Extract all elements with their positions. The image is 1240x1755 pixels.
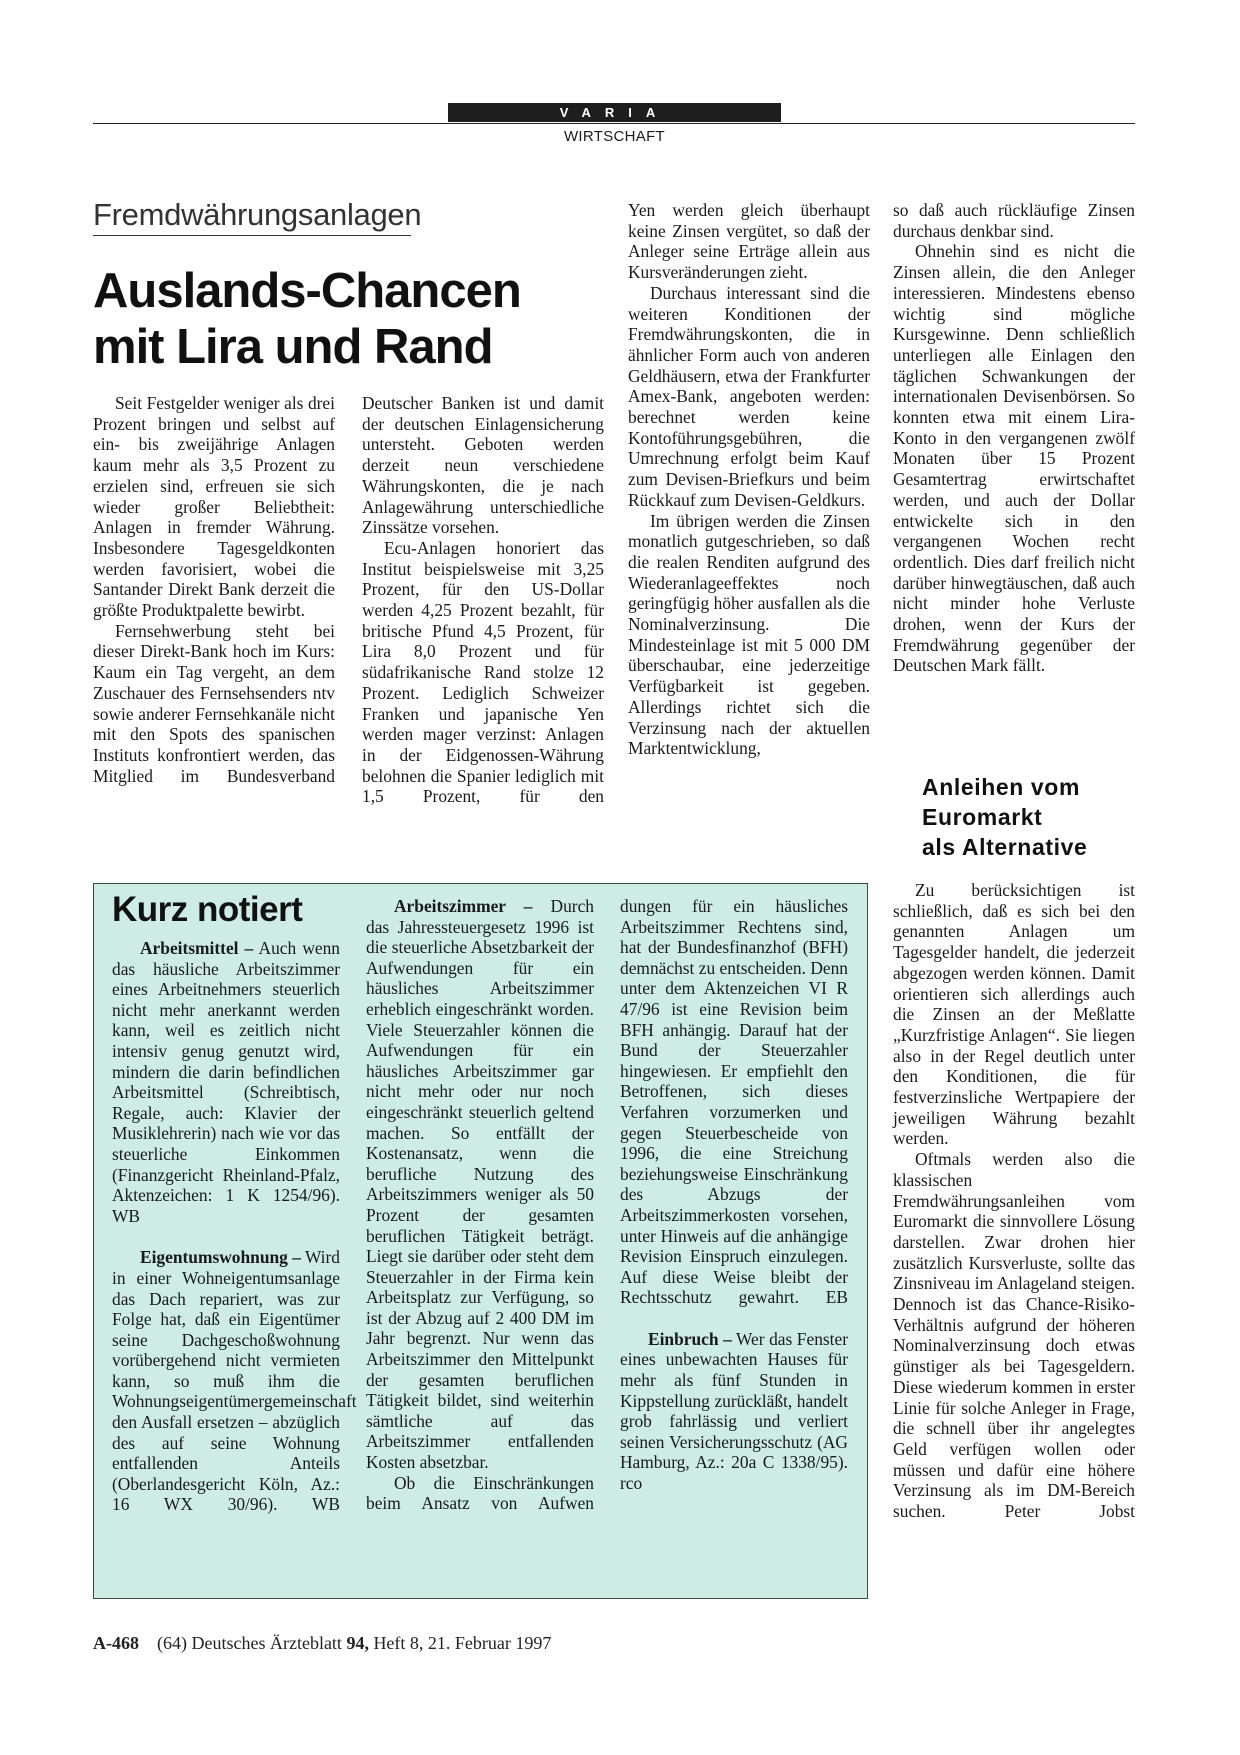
article-kicker: Fremdwährungsanlagen: [93, 198, 411, 236]
headline-line-1: Auslands-Chancen: [93, 264, 521, 318]
paragraph: so daß auch rückläufige Zinsen durchaus denkbar sind.: [893, 200, 1135, 241]
paragraph: Fernsehwerbung steht bei dieser Direkt-Bank hoch im Kurs: Kaum ein Tag vergeht, an dem Zuschauer des Fernsehsenders ntv sowie anderer Fernsehkanäle nicht mit den Spots des spanischen Instituts konfrontiert werden, das Mitglied im Bundesverband: [93, 620, 335, 786]
paragraph: Ohnehin sind es nicht die Zinsen allein, die den Anleger interessieren. Mindestens ebenso wichtig sind mögliche Kursgewinne. Denn schließlich unterliegen alle Einlagen den täglichen Schwankungen der internationalen Devisenbörsen. So konnten etwa mit einem Lira-Konto in den vergangenen zwölf Monaten über 15 Prozent Gesamtertrag erwirtschaftet werden, und auch der Dollar entwickelte sich in den vergangenen Wochen recht ordentlich. Dies darf freilich nicht darüber hinwegtäuschen, daß auch nicht minder hohe Verluste drohen, wenn der Kurs der Fremdwährung gegenüber der Deutschen Mark fällt.: [893, 241, 1135, 676]
box-column-1: [112, 938, 357, 1515]
article-subheading: [922, 772, 1142, 862]
paragraph: Im übrigen werden die Zinsen monatlich gutgeschrieben, so daß die realen Renditen aufgrund des Wiederanlageeffektes noch geringfügig höher ausfallen als die Nominalverzinsung. Die Mindesteinlage ist mit 5 000 DM überschaubar, eine jederzeitige Verfügbarkeit ist gegeben. Allerdings richtet sich die Verzinsung nach der aktuellen Marktentwicklung,: [628, 510, 870, 759]
news-item-text: Wird in einer Wohneigentumsanlage das Dach repariert, was zur Folge hat, daß ein Eigentümer seine Dachgeschoßwohnung vorübergehend nicht vermieten kann, so muß ihm die Wohnungseigentümergemeinschaft den Ausfall ersetzen – abzüglich des auf seine Wohnung entfallenden Anteils (Oberlandesgericht Köln, Az.: 16 WX 30/96).: [112, 1247, 357, 1515]
news-item-continued: [620, 896, 848, 1308]
box-title: Kurz notiert: [112, 890, 303, 929]
article-column-4-bottom: [893, 880, 1135, 1522]
news-item-signature: EB: [825, 1287, 848, 1308]
box-column-3: [620, 896, 848, 1494]
news-item: [112, 1247, 357, 1515]
paragraph: Seit Festgelder weniger als drei Prozent bringen und selbst auf ein- bis zweijährige Anlagen kaum mehr als 3,5 Prozent zu erzielen sind, erfreuen sie sich wieder großer Beliebtheit: Anlagen in fremder Währung. Insbesondere Tagesgeldkonten werden favorisiert, wobei die Santander Direkt Bank derzeit die größte Produktpalette bewirbt.: [93, 393, 335, 621]
paragraph: Yen werden gleich überhaupt keine Zinsen vergütet, so daß der Anleger seine Erträge allein aus Kursveränderungen zieht.: [628, 200, 870, 283]
news-item: [366, 896, 594, 1473]
subheading-line: als Alternative: [922, 834, 1088, 860]
paragraph: Durchaus interessant sind die weiteren Konditionen der Fremdwährungskonten, die in ähnlicher Form auch von anderen Geldhäusern, etwa der Frankfurter Amex-Bank, angeboten werden: berechnet werden keine Kontoführungsgebühren, die Umrechnung erfolgt beim Kauf zum Devisen-Briefkurs und beim Rückkauf zum Devisen-Geldkurs.: [628, 282, 870, 510]
news-item-head: Arbeitszimmer –: [394, 896, 533, 916]
article-column-1: [93, 393, 335, 786]
news-item: [620, 1329, 848, 1494]
article-headline: [93, 263, 521, 375]
volume-number: 94,: [346, 1633, 369, 1653]
news-item-signature: WB: [112, 1205, 141, 1226]
article-author: Peter Jobst: [1004, 1501, 1135, 1522]
article-column-3: [628, 200, 870, 759]
news-item-text: Wer das Fenster eines unbewachten Hauses für mehr als fünf Stunden in Kippstellung zurückläßt, handelt grob fahrlässig und verliert seinen Versicherungsschutz (AG Hamburg, Az.: 20a C 1338/95).: [620, 1328, 848, 1473]
news-item-head: Eigentumswohnung –: [140, 1247, 301, 1268]
paragraph-text: Oftmals werden also die klassischen Fremdwährungsanleihen vom Euromarkt die sinnvollere Lösung darstellen. Zwar drohen hier zusätzlich Kursverluste, sollte das Zinsniveau im Anlageland steigen. Dennoch ist das Chance-Risiko-Verhältnis aufgrund der höheren Nominalverzinsung doch etwas günstiger als bei Tagesgeldern. Diese wiederum kommen in erster Linie für solche Anleger in Frage, die schnell über ihr angelegtes Geld verfügen wollen oder müssen und dafür eine höhere Verzinsung als im DM-Bereich suchen.: [893, 1149, 1135, 1522]
issue-date: Heft 8, 21. Februar 1997: [373, 1633, 552, 1653]
article-column-4-top: [893, 200, 1135, 676]
news-item-head: Arbeitsmittel –: [140, 938, 254, 958]
box-column-2: [366, 896, 594, 1514]
article-column-2: [362, 393, 604, 807]
paragraph: Ecu-Anlagen honoriert das Institut beispielsweise mit 3,25 Prozent, für den US-Dollar werden 4,25 Prozent bezahlt, für britische Pfund 4,5 Prozent, für Lira 8,0 Prozent und für südafrikanische Rand stolze 12 Prozent. Lediglich Schweizer Franken und japanische Yen werden mager verzinst: Anlagen in der Eidgenossen-Währung belohnen die Spanier lediglich mit 1,5 Prozent, für den: [362, 537, 604, 807]
paragraph: Zu berücksichtigen ist schließlich, daß es sich bei den genannten Anlagen um Tagesgelder handelt, die jederzeit abgezogen werden können. Damit orientieren sich allerdings auch die Zinsen an der Meßlatte „Kurzfristige Anlagen“. Sie liegen also in der Regel deutlich unter den Konditionen, die für festverzinsliche Wertpapiere der jeweiligen Währung bezahlt werden.: [893, 880, 1135, 1149]
news-item-text: dungen für ein häusliches Arbeitszimmer Rechtens sind, hat der Bundesfinanzhof (BFH) demnächst zu entscheiden. Denn unter dem Aktenzeichen VI R 47/96 ist eine Revision beim BFH anhängig. Darauf hat der Bund der Steuerzahler hingewiesen. Er empfiehlt den Betroffenen, sich dieses Verfahren vorzumerken und gegen Steuerbescheide von 1996, die eine Streichung beziehungsweise Einschränkung des Abzugs der Arbeitszimmerkosten vorsehen, unter Hinweis auf die anhängige Revision Einspruch einzulegen. Auf diese Weise bleibt der Rechtsschutz gewahrt.: [620, 896, 848, 1308]
news-item-head: Einbruch –: [648, 1328, 732, 1349]
page-footer: [93, 1633, 551, 1654]
publication-name: (64) Deutsches Ärzteblatt: [157, 1633, 342, 1653]
headline-line-2: mit Lira und Rand: [93, 320, 493, 374]
news-item: [112, 938, 340, 1226]
news-item-text: Auch wenn das häusliche Arbeitszimmer eines Arbeitnehmers steuerlich nicht mehr anerkannt werden kann, weil es zeitlich nicht intensiv genug genutzt wird, mindern die darin befindlichen Arbeitsmittel (Schreibtisch, Regale, auch: Klavier der Musiklehrerin) nach wie vor das steuerliche Einkommen (Finanzgericht Rheinland-Pfalz, Aktenzeichen: 1 K 1254/96).: [112, 938, 340, 1206]
subheading-line: Anleihen vom: [922, 774, 1081, 800]
section-label: VARIA: [448, 103, 781, 122]
subsection-label: WIRTSCHAFT: [563, 128, 666, 145]
page-number: A-468: [93, 1633, 139, 1653]
news-item-signature: rco: [620, 1473, 643, 1494]
header-rule: [93, 123, 1135, 124]
news-item-continued: Ob die Einschränkungen beim Ansatz von Aufwen: [366, 1472, 594, 1514]
news-item-signature: WB: [311, 1494, 340, 1515]
subheading-line: Euromarkt: [922, 804, 1043, 830]
news-item-text: Durch das Jahressteuergesetz 1996 ist die steuerliche Absetzbarkeit der Aufwendungen für ein häusliches Arbeitszimmer erheblich eingeschränkt worden. Viele Steuerzahler können die Aufwendungen für ein häusliches Arbeitszimmer gar nicht mehr oder nur noch eingeschränkt steuerlich geltend machen. So entfällt der Kostenansatz, wenn die berufliche Nutzung des Arbeitszimmers weniger als 50 Prozent der gesamten beruflichen Tätigkeit beträgt. Liegt sie darüber oder steht dem Steuerzahler in der Firma kein Arbeitsplatz zur Verfügung, so ist der Abzug auf 2 400 DM im Jahr begrenzt. Nur wenn das Arbeitszimmer den Mittelpunkt der gesamten beruflichen Tätigkeit bildet, sind weiterhin sämtliche auf das Arbeitszimmer entfallenden Kosten absetzbar.: [366, 896, 594, 1473]
paragraph: Deutscher Banken ist und damit der deutschen Einlagensicherung untersteht. Geboten werden derzeit neun verschiedene Währungskonten, die je nach Anlagewährung unterschiedliche Zinssätze vorsehen.: [362, 393, 604, 538]
paragraph: [893, 1149, 1135, 1522]
